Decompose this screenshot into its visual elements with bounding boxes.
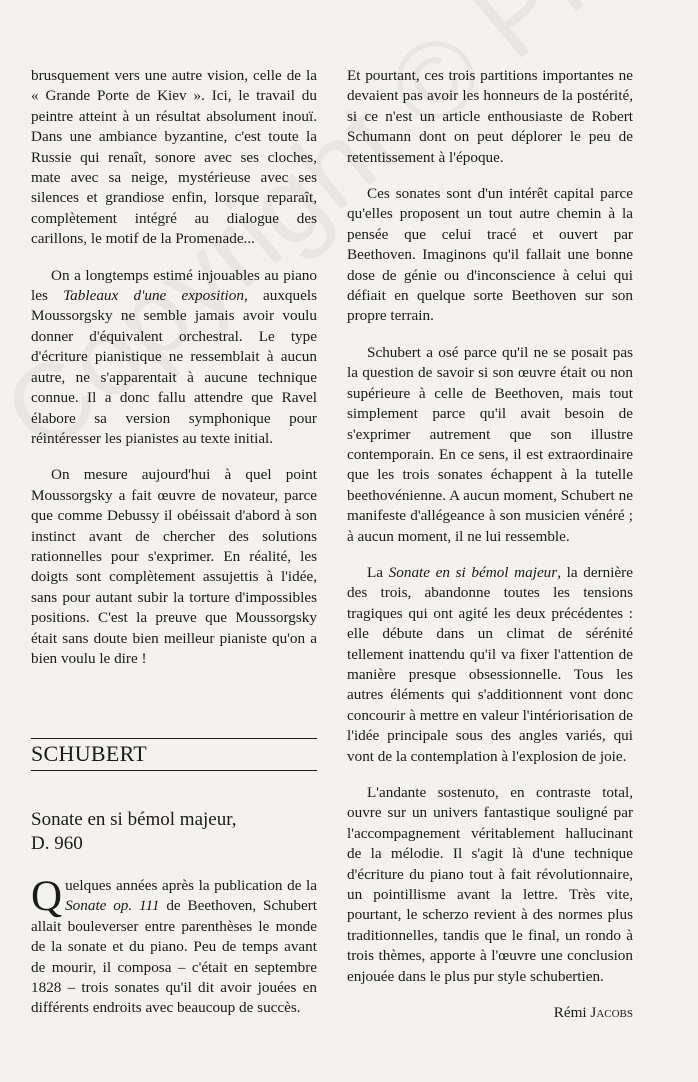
paragraph-tableaux	[31, 266, 317, 450]
author-first-name: Rémi	[553, 1004, 587, 1022]
left-column	[31, 66, 317, 685]
paragraph-sonates: Ces sonates sont d'un intérêt capital parce qu'elles proposent un tout autre chemin à la pensée que celui tracé et ouvert par Beethoven. Imaginons qu'il fallait une bonne dose de génie ou d'inconscience à celui qui défiait en quelque sorte Beethoven sur son propre terrain.	[347, 185, 633, 325]
work-title-line2: D. 960	[31, 833, 83, 854]
paragraph-novateur: On mesure aujourd'hui à quel point Moussorgsky a fait œuvre de novateur, parce que comme Debussy il obéissait d'abord à son instinct avant de chercher des solutions rationnelles pour s'exprimer. En réalité, les doigts sont complètement assujettis à l'idée, sans pour autant subir la torture d'impossibles positions. C'est la preuve que Moussorgsky était sans doute bien meilleur pianiste qu'on a bien voulu le dire !	[31, 466, 317, 667]
text-segment: On a longtemps estimé injouables au piano les	[31, 266, 317, 305]
work-title-line1: Sonate en si bémol majeur,	[31, 809, 237, 830]
paragraph-schubert-ose: Schubert a osé parce qu'il ne se posait pas la question de savoir si son œuvre était ou non supérieure à celle de Beethoven, mais tout simplement parce qu'il avait besoin de s'exprimer autrement que son illustre contemporain. En ce sens, il est extraordinaire que les trois sonates échappent à la tutelle beethovénienne. A aucun moment, Schubert ne manifeste d'allégeance à son musicien vénéré ; à aucun moment, il ne lui ressemble.	[347, 343, 633, 545]
italic-title-op111: Sonate op. 111	[65, 897, 160, 915]
intro-paragraph	[31, 873, 317, 1019]
italic-title-tableaux: Tableaux d'une exposition	[63, 287, 244, 305]
text-segment: , la dernière des trois, abandonne toutes les tensions tragiques qui ont agité les deux précédentes : elle débute dans un climat de sérénité tellement inattendu qu'il va fixer l'attention de manière presque obsessionnelle. Tous les autres éléments qui s'additionnent vont donc concourir à mettre en valeur l'intériorisation de l'idée principale sous des angles variés, qui vont de la contemplation à l'explosion de joie.	[347, 563, 633, 765]
author-last-name: Jacobs	[590, 1004, 633, 1022]
italic-title-sonate: Sonate en si bémol majeur	[388, 563, 558, 581]
paragraph-sonate-si-bemol	[347, 563, 633, 767]
text-segment: uelques années après la publication de la	[65, 877, 317, 894]
paragraph-kiev: brusquement vers une autre vision, celle de la « Grande Porte de Kiev ». Ici, le travail du peintre atteint à un résultat absolument inouï. Dans une ambiance byzantine, c'est toute la Russie qui renaît, sonore avec ses cloches, mate avec sa neige, mystérieuse avec ses silences et grandiose enfin, lorsque reparaît, complètement intégré au dialogue des carillons, le motif de la Promenade...	[31, 67, 317, 248]
right-column	[347, 66, 633, 1023]
text-segment: de Beethoven, Schubert allait bouleverser entre parenthèses le monde de la sonate et du piano. Peu de temps avant de mourir, il composa – c'était en septembre 1828 – trois sonates qu'il dit avoir jouées en différents endroits avec beaucoup de succès.	[31, 897, 317, 1017]
paragraph-partitions: Et pourtant, ces trois partitions importantes ne devaient pas avoir les honneurs de la postérité, si ce n'est un article enthousiaste de Robert Schumann dont on peut déplorer le peu de retentissement à l'époque.	[347, 67, 633, 166]
text-segment: La	[367, 563, 389, 581]
author-signature	[347, 1003, 633, 1023]
paragraph-andante: L'andante sostenuto, en contraste total, ouvre sur un univers fantastique souligné par l'accompagnement véritablement hallucinant de la mélodie. Il s'agit là d'une technique d'écriture du piano tout à fait révolutionnaire, un pointillisme avant la lettre. Très vite, pourtant, le scherzo revient à des normes plus traditionnelles, tandis que le final, un rondo à trois thèmes, apporte à l'œuvre une conclusion enjouée dans le plus pur style schubertien.	[347, 784, 633, 985]
text-segment: , auxquels Moussorgsky ne semble jamais avoir voulu donner d'équivalent orchestral. Le type d'écriture pianistique ne ressemblait à aucun autre, ne s'apparentait à aucune technique connue. Il a donc fallu attendre que Ravel élabore sa version symphonique pour réintéresser les pianistes au texte initial.	[31, 287, 317, 447]
section-heading: SCHUBERT	[31, 738, 317, 771]
work-title	[31, 808, 317, 856]
drop-cap: Q	[31, 873, 63, 920]
